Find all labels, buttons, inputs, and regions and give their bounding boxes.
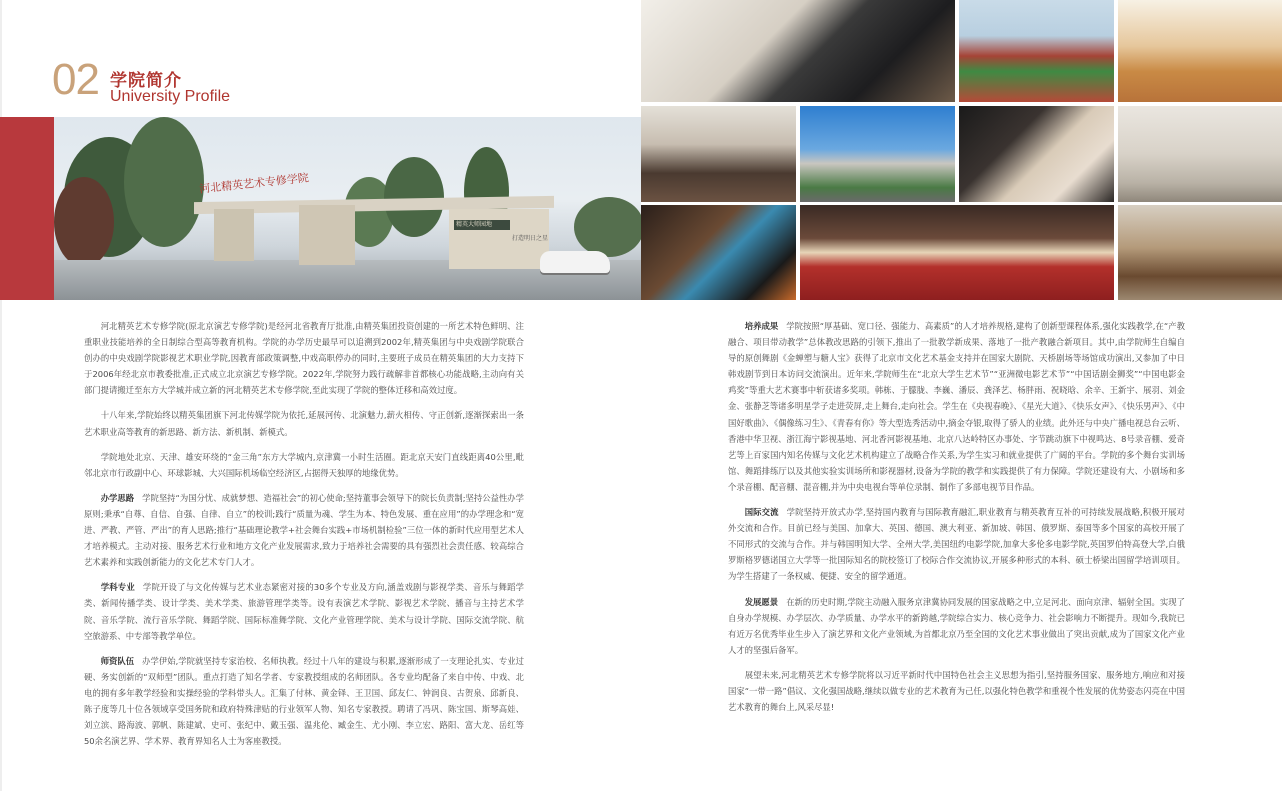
music-room-photo: [641, 106, 796, 202]
philosophy-text: 学院坚持“为国分忧、成就梦想、造福社会”的初心使命;坚持董事会领导下的院长负责制;坚持公益性办学原则;秉承“自尊、自信、自强、自律、自立”的校训;践行“质量为魂、学生为本、特色发展、重在应用”的办学理念和“宽进、严教、严管、严出”的育人思路;推行“基础理论教学+社会舞台实践+市场机制检验”三位一体的新时代应用型艺术人才培养模式。主动对接、服务艺术行业和地方文化产业发展需求,致力于培养社会需要的具有强烈社会责任感、较高综合艺术素养和实践创新能力的文化艺术专门人才。: [84, 492, 525, 568]
faculty-paragraph: [84, 653, 524, 750]
vision-paragraph: [728, 594, 1185, 658]
classroom-photo: [1118, 106, 1282, 202]
majors-paragraph: [84, 579, 524, 643]
section-number: 02: [52, 55, 99, 104]
recording-studio-photo: [959, 106, 1114, 202]
international-text: 学院坚持开放式办学,坚持国内教育与国际教育融汇,职业教育与精英教育互补的可持续发展战略,积极开展对外交流和合作。目前已经与美国、加拿大、英国、德国、澳大利亚、新加坡、韩国、俄罗斯、泰国等多个国家的高校开展了不同形式的交流与合作。并与韩国明知大学、全州大学,美国纽约电影学院,加拿大多伦多电影学院,英国罗伯特高登大学,白俄罗斯格罗德诺国立大学等一批国际知名的院校签订了校际合作交流协议,开展多种形式的本科、硕士桥梁出国留学培训项目。为学生搭建了一条权威、便捷、安全的留学通道。: [728, 507, 1185, 582]
canteen-photo: [1118, 205, 1282, 300]
majors-heading: 学科专业: [100, 582, 135, 593]
majors-text: 学院开设了与文化传媒与艺术业态紧密对接的30多个专业及方向,涵盖戏剧与影视学类、音乐与舞蹈学类、新闻传播学类、设计学类、美术学类、旅游管理学类等。设有表演艺术学院、影视艺术学院、播音与主持艺术学院、音乐学院、流行音乐学院、舞蹈学院、国际标准舞学院、文化产业管理学院、美术与设计学院、国际交流学院、航空旅游系、中专部等教学单位。: [84, 582, 524, 641]
triumphal-arch-photo: [800, 106, 955, 202]
right-column: [728, 318, 1185, 724]
philosophy-paragraph: [84, 490, 524, 570]
intro-paragraph: 河北精英艺术专修学院(原北京演艺专修学院)是经河北省教育厅批准,由精英集团投资创建的一所艺术特色鲜明、注重职业技能培养的全日制综合型高等教育机构。学院的办学历史最早可以追溯到2002年,精英集团与中央戏剧学院联合创办的中央戏剧学院影视艺术职业学院,因教育部政策调整,中戏高职停办的同时,主要班子成员在精英集团的大力支持下于2006年经北京市教委批准,正式成立北京演艺专修学院。2022年,学院努力践行疏解非首都核心功能战略,主动向有关部门提请搬迁至东方大学城并成立新的河北精英艺术专修学院,至此实现了学院的整体迁移和高效过度。: [84, 321, 524, 396]
international-heading: 国际交流: [744, 507, 779, 518]
dance-studio-photo: [1118, 0, 1282, 102]
accent-block: [0, 117, 54, 300]
section-title-cn: 学院简介: [110, 71, 182, 91]
history-paragraph: 十八年来,学院始终以精英集团旗下河北传媒学院为依托,延展河传、北演魅力,薪火相传、守正创新,逐渐探索出一条艺术职业高等教育的新思路、新方法、新机制、新模式。: [84, 410, 524, 437]
faculty-text: 办学伊始,学院就坚持专家治校、名师执教。经过十八年的建设与积累,逐渐形成了一支理论扎实、专业过硬、务实创新的“双师型”团队。重点打造了知名学者、专家教授组成的名师团队。各专业均配备了来自中传、中戏、北电的拥有多年教学经验和实操经验的学科带头人。汇集了付林、黄金铎、王卫国、邱友仁、钟润良、古贺泉、邱新良、陈子度等几十位各领域享受国务院和政府特殊津贴的行业领军人物、知名专家教授。聘请了冯巩、陈宝国、斯琴高娃、刘立滨、路海波、郭帆、陈建斌、史可、张纪中、戴玉强、温兆伦、臧金生、尤小刚、李立宏、路阳、富大龙、岳红等50余名演艺界、学术界、教育界知名人士为客座教授。: [84, 655, 524, 747]
gate-plaque-2: 打造明日之星: [512, 235, 549, 242]
section-title-en: University Profile: [110, 88, 231, 105]
vision-heading: 发展愿景: [744, 596, 779, 607]
editing-room-photo: [641, 205, 796, 300]
achievements-text: 学院按照“厚基础、宽口径、强能力、高素质”的人才培养规格,建构了创新型课程体系,强化实践教学,在“产教融合、项目带动教学”总体教改思路的引领下,推出了一批教学新成果、落地了一批产教融合新项目。其中,由学院师生自编自导的原创舞剧《金蝉塑与糖人宝》获得了北京市文化艺术基金支持并在国家大剧院、天桥剧场等场馆成功演出,又参加了中日韩戏剧节到日本访问交流演出。近年来,学院师生在“北京大学生艺术节”“亚洲微电影艺术节”“中国话剧金狮奖”“中国电影金鸡奖”等重大艺术赛事中斩获诸多奖项。韩栋、于朦胧、李巍、潘辰、龚泽艺、杨胖雨、祝晓晗、余辛、王新宇、展羽、刘金金、张静芝等诸多明星学子走进荧屏,走上舞台,走向社会。学生在《央视春晚》、《星光大道》、《快乐女声》、《快乐男声》、《中国好歌曲》、《偶像练习生》、《青春有你》等大型选秀活动中,摘金夺银,取得了骄人的业绩。此外还与中央广播电视总台云听、香港中华卫视、浙江海宁影视基地、河北香河影视基地、北京八达岭特区办事处、字节跳动旗下中视鸣达、8号录音棚、爱奇艺等上百家国内知名传媒与文化艺术机构建立了战略合作关系,为学生实习和就业提供了广阔的平台。学院的多个舞台实训场馆、舞蹈排练厅以及其他实验实训场所和影视器材,设备为学院的教学和实践提供了有力保障。学院还建设有大、小剧场和多个录音棚、配音棚、混音棚,并为中央电视台等单位录制、制作了多部电视节目作品。: [728, 321, 1185, 492]
campus-gate-photo: [54, 117, 641, 300]
left-column: [84, 318, 524, 758]
gate-plaque: 精英大师园地: [454, 220, 510, 230]
location-paragraph: 学院地处北京、天津、雄安环绕的“金三角”东方大学城内,京津冀一小时生活圈。距北京天安门直线距离40公里,毗邻北京市行政副中心、环球影城、大兴国际机场临空经济区,占据得天独厚的地缘优势。: [84, 451, 524, 478]
gate-sign: 河北精英艺术专修学院: [198, 171, 310, 196]
international-paragraph: [728, 504, 1185, 584]
achievements-paragraph: [728, 318, 1185, 495]
vision-text: 在新的历史时期,学院主动融入服务京津冀协同发展的国家战略之中,立足河北、面向京津、辐射全国。实现了自身办学规模、办学层次、办学质量、办学水平的新跨越,学院综合实力、核心竞争力、社会影响力不断提升。现如今,我院已有近万名优秀毕业生步入了演艺界和文化产业领域,为首都北京乃至全国的文化艺术事业做出了突出贡献,成为了国家文化产业人才的坚强后备军。: [728, 596, 1186, 655]
car: [540, 251, 610, 273]
achievements-heading: 培养成果: [744, 321, 779, 331]
philosophy-heading: 办学思路: [100, 492, 135, 503]
faculty-heading: 师资队伍: [100, 655, 135, 666]
computer-lab-photo: [641, 0, 955, 102]
outlook-paragraph: 展望未来,河北精英艺术专修学院将以习近平新时代中国特色社会主义思想为指引,坚持服务国家、服务地方,响应和对接国家“一带一路”倡议、文化强国战略,继续以做专业的艺术教育为己任,以强化特色教学和重视个性发展的优势姿态闪亮在中国艺术教育的舞台上,风采尽显!: [728, 669, 1185, 713]
auditorium-photo: [800, 205, 1114, 300]
sports-field-photo: [959, 0, 1114, 102]
